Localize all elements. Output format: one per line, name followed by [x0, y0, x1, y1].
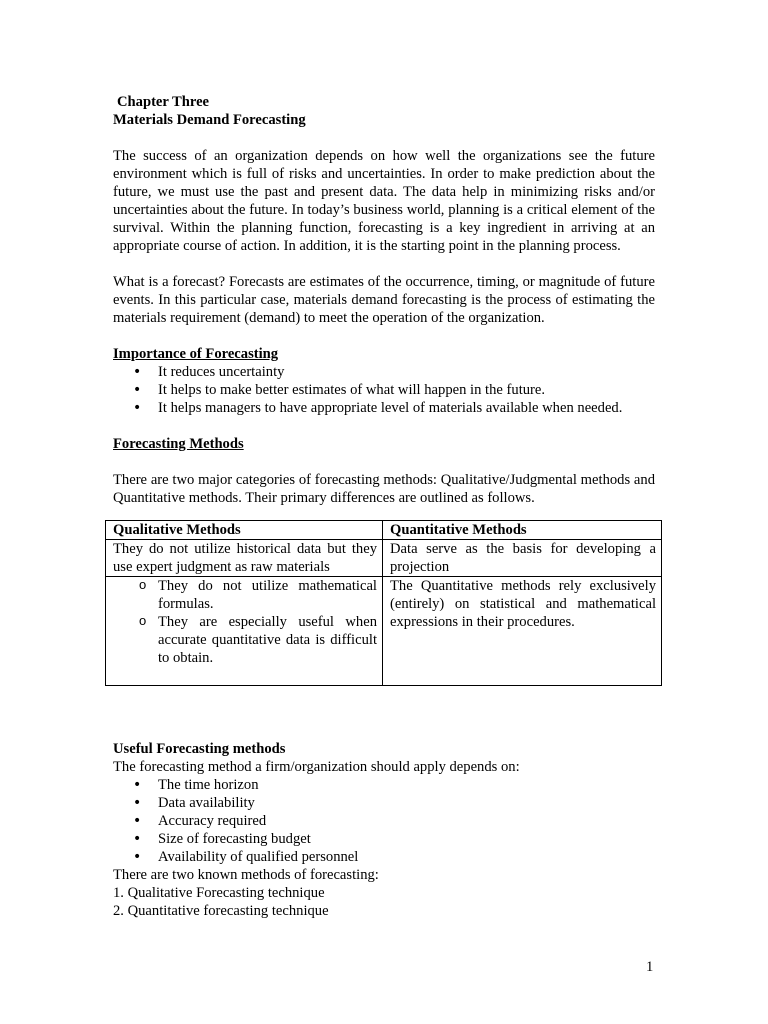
list-item: • It helps to make better estimates of what will happen in the future. [113, 381, 655, 399]
list-item: o They are especially useful when accurate quantitative data is difficult to obtain. [113, 613, 377, 667]
list-item: • Accuracy required [113, 812, 655, 830]
page-number: 1 [646, 959, 654, 975]
useful-heading: Useful Forecasting methods [113, 741, 286, 757]
table-cell: Data serve as the basis for developing a projection [383, 540, 662, 577]
table-header-quantitative: Quantitative Methods [383, 521, 662, 540]
methods-heading: Forecasting Methods [113, 436, 244, 452]
useful-section [113, 740, 655, 920]
importance-list [113, 363, 655, 417]
useful-intro: The forecasting method a firm/organization should apply depends on: [113, 759, 520, 775]
list-item: • Availability of qualified personnel [113, 848, 655, 866]
page-title: Materials Demand Forecasting [113, 112, 306, 128]
method-2: 2. Quantitative forecasting technique [113, 903, 329, 919]
table-row [106, 577, 662, 686]
forecast-definition-paragraph: What is a forecast? Forecasts are estimates of the occurrence, timing, or magnitude of future events. In this particular case, materials demand forecasting is the process of estimating the materials requirement (demand) to meet the operation of the organization. [113, 274, 655, 326]
method-1: 1. Qualitative Forecasting technique [113, 885, 325, 901]
intro-paragraph: The success of an organization depends on how well the organizations see the future environment which is full of risks and uncertainties. In order to make prediction about the future, we must use the past and present data. The data help in minimizing risks and/or uncertainties about the future. In today’s business world, planning is a critical element of the survival. Within the planning function, forecasting is a key ingredient in arriving at an appropriate course of action. In addition, it is the starting point in the planning process. [113, 148, 655, 254]
known-methods-text: There are two known methods of forecasting: [113, 867, 379, 883]
importance-heading: Importance of Forecasting [113, 346, 279, 362]
table-cell [106, 577, 383, 686]
comparison-table [105, 520, 662, 686]
table-header-row [106, 521, 662, 540]
chapter-label: Chapter Three [117, 94, 210, 110]
table-header-qualitative: Qualitative Methods [106, 521, 383, 540]
list-item: • Data availability [113, 794, 655, 812]
table-cell: They do not utilize historical data but they use expert judgment as raw materials [106, 540, 383, 577]
qualitative-points [113, 577, 377, 667]
list-item: • Size of forecasting budget [113, 830, 655, 848]
list-item: o They do not utilize mathematical formulas. [113, 577, 377, 613]
page-body [113, 93, 655, 507]
methods-intro-paragraph: There are two major categories of forecasting methods: Qualitative/Judgmental methods and Quantitative methods. Their primary differences are outlined as follows. [113, 472, 655, 506]
list-item: • It helps managers to have appropriate level of materials available when needed. [113, 399, 655, 417]
useful-list [113, 776, 655, 866]
list-item: • It reduces uncertainty [113, 363, 655, 381]
list-item: • The time horizon [113, 776, 655, 794]
table-row [106, 540, 662, 577]
table-cell: The Quantitative methods rely exclusively (entirely) on statistical and mathematical expressions in their procedures. [383, 577, 662, 686]
